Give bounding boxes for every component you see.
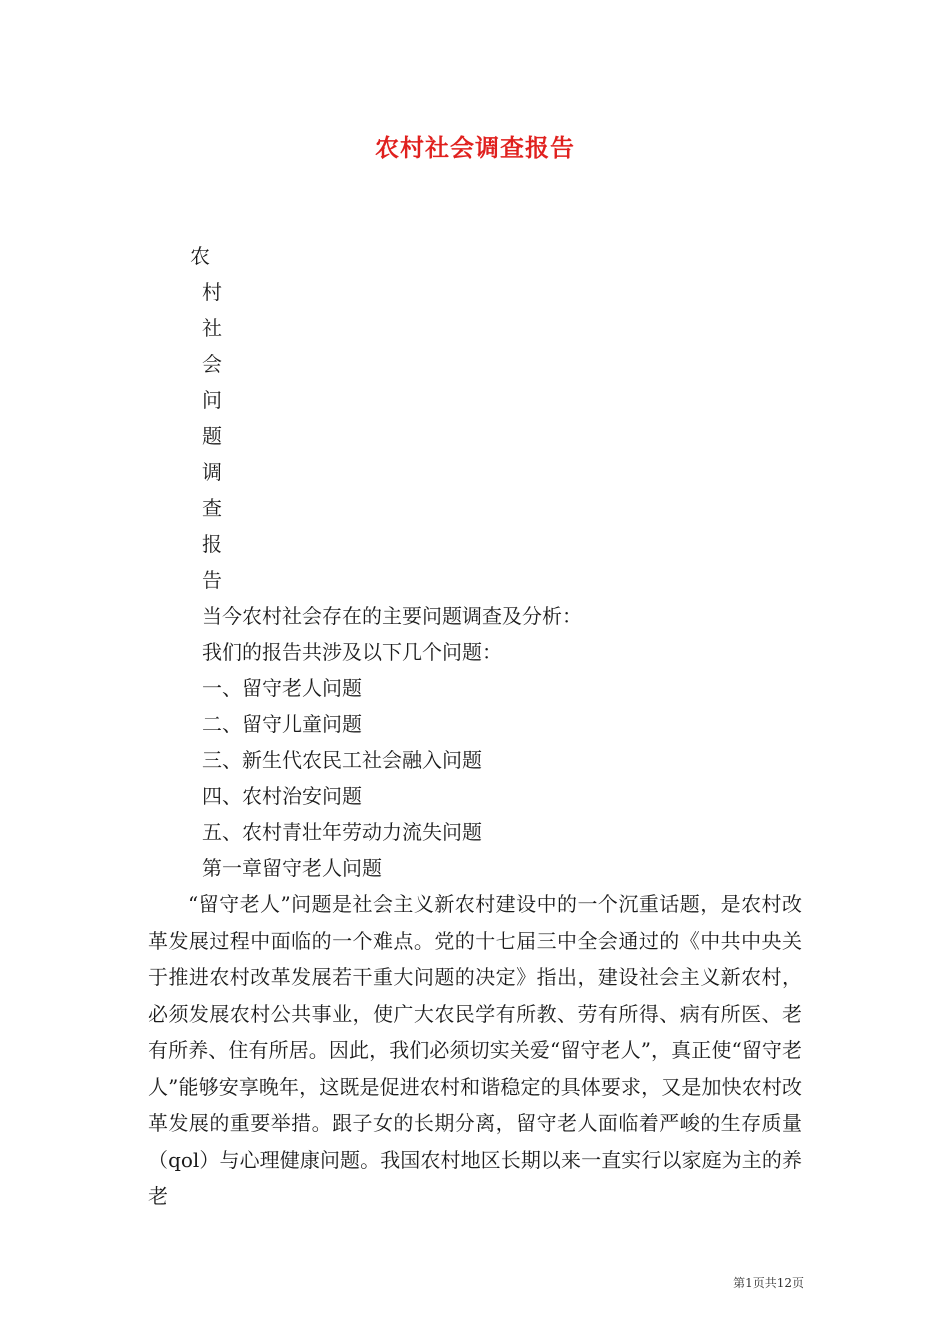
- vertical-heading-char: 题: [202, 424, 222, 448]
- document-title: 农村社会调查报告: [375, 133, 575, 162]
- vertical-heading-char: 报: [202, 532, 222, 556]
- list-item: 一、留守老人问题: [202, 676, 362, 700]
- list-item: 五、农村青壮年劳动力流失问题: [202, 820, 482, 844]
- issue-list: [202, 598, 582, 886]
- body-paragraph: “留守老人”问题是社会主义新农村建设中的一个沉重话题，是农村改革发展过程中面临的一个难点。党的十七届三中全会通过的《中共中央关于推进农村改革发展若干重大问题的决定》指出，建设社会主义新农村，必须发展农村公共事业，使广大农民学有所教、劳有所得、病有所医、老有所养、住有所居。因此，我们必须切实关爱“留守老人”，真正使“留守老人”能够安享晚年，这既是促进农村和谐稳定的具体要求，又是加快农村改革发展的重要举措。跟子女的长期分离，留守老人面临着严峻的生存质量（qol）与心理健康问题。我国农村地区长期以来一直实行以家庭为主的养老: [148, 892, 802, 1208]
- vertical-heading: [190, 238, 230, 598]
- vertical-heading-char: 查: [202, 496, 222, 520]
- list-item: 二、留守儿童问题: [202, 712, 362, 736]
- intro-line: 当今农村社会存在的主要问题调查及分析：: [202, 604, 582, 628]
- vertical-heading-char: 问: [202, 388, 222, 412]
- intro-line: 我们的报告共涉及以下几个问题：: [202, 640, 502, 664]
- list-item: 三、新生代农民工社会融入问题: [202, 748, 482, 772]
- page-number: 第1页共12页: [733, 1276, 804, 1290]
- vertical-heading-char: 告: [202, 568, 222, 592]
- vertical-heading-char: 社: [202, 316, 222, 340]
- chapter-heading: 第一章留守老人问题: [202, 856, 382, 880]
- vertical-heading-char: 村: [202, 280, 222, 304]
- vertical-heading-char: 调: [202, 460, 222, 484]
- list-item: 四、农村治安问题: [202, 784, 362, 808]
- vertical-heading-char: 会: [202, 352, 222, 376]
- vertical-heading-char: 农: [190, 244, 210, 268]
